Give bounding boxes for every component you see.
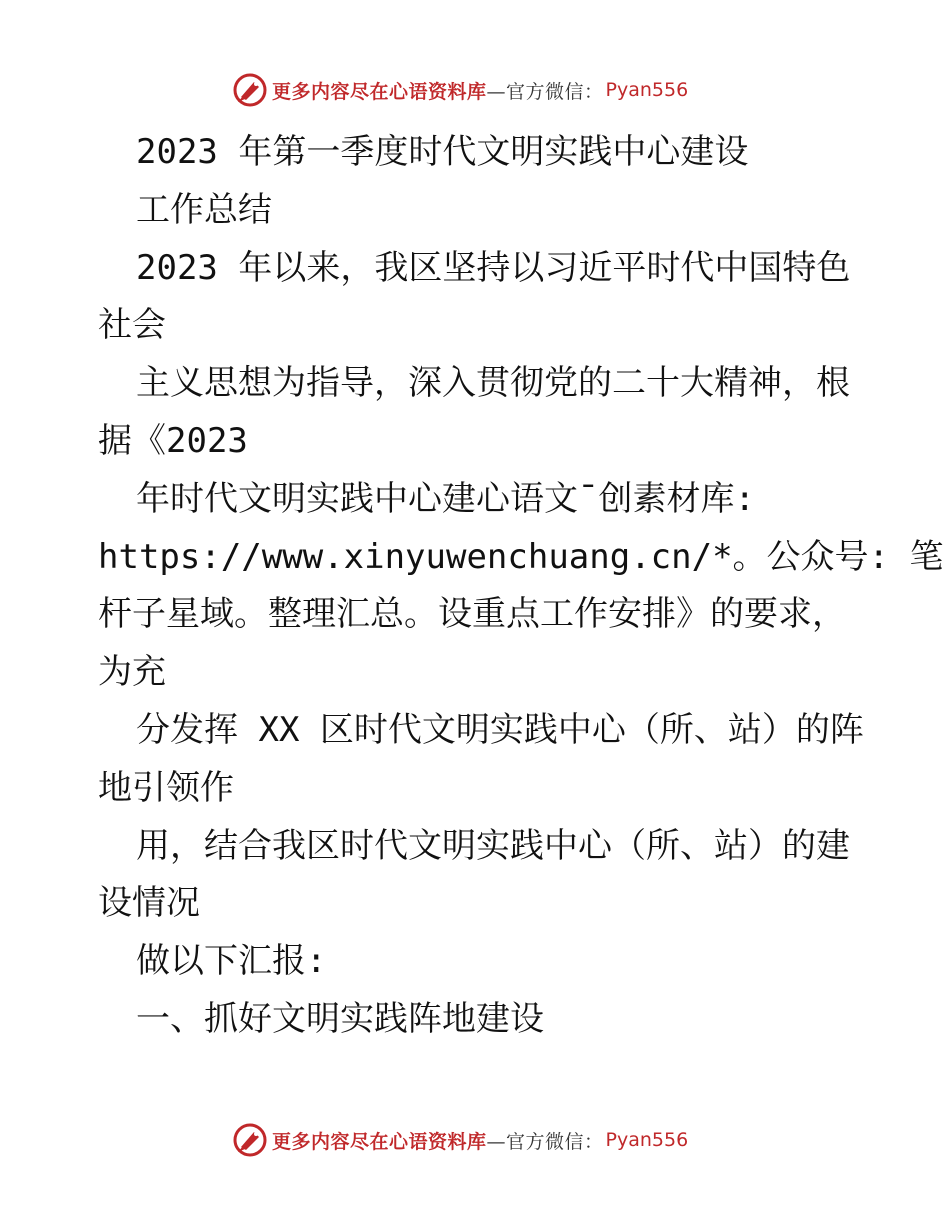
banner-title: 更多内容尽在心语资料库: [272, 80, 487, 103]
banner-wechat-label: —官方微信：: [486, 80, 604, 103]
paragraph-line: 主义思想为指导，深入贯彻党的二十大精神，根: [136, 363, 850, 404]
pen-logo-icon: [232, 1122, 268, 1158]
paragraph-line: 用，结合我区时代文明实践中心（所、站）的建: [136, 825, 850, 866]
banner-wechat-id: Pyan556: [605, 79, 689, 101]
doc-title-line-2: 工作总结: [136, 189, 272, 230]
paragraph-line: 分发挥 XX 区时代文明实践中心（所、站）的阵: [136, 709, 864, 750]
paragraph-line: 为充: [98, 652, 166, 693]
header-watermark: [232, 70, 712, 110]
paragraph-line: 2023 年以来，我区坚持以习近平时代中国特色: [136, 247, 851, 288]
document-body: [98, 124, 944, 1049]
paragraph-line: 据《2023: [98, 420, 248, 461]
paragraph-line: 社会: [98, 305, 166, 346]
doc-title-line-1: 2023 年第一季度时代文明实践中心建设: [136, 132, 749, 172]
paragraph-line: 地引领作: [98, 767, 234, 808]
banner-title: 更多内容尽在心语资料库: [272, 1130, 487, 1153]
footer-watermark: [232, 1120, 712, 1160]
banner-wechat-label: —官方微信：: [486, 1130, 604, 1153]
paragraph-line: 做以下汇报:: [136, 941, 327, 982]
paragraph-line: 杆子星域。整理汇总。设重点工作安排》的要求，: [98, 594, 846, 635]
pen-logo-icon: [232, 72, 268, 108]
paragraph-line: 设情况: [98, 883, 200, 924]
paragraph-line: 年时代文明实践中心建心语文¯创素材库:: [136, 478, 755, 519]
paragraph-line: https://www.xinyuwenchuang.cn/*。公众号: 笔: [98, 536, 944, 577]
banner-wechat-id: Pyan556: [605, 1129, 689, 1151]
section-heading: 一、抓好文明实践阵地建设: [136, 998, 544, 1039]
